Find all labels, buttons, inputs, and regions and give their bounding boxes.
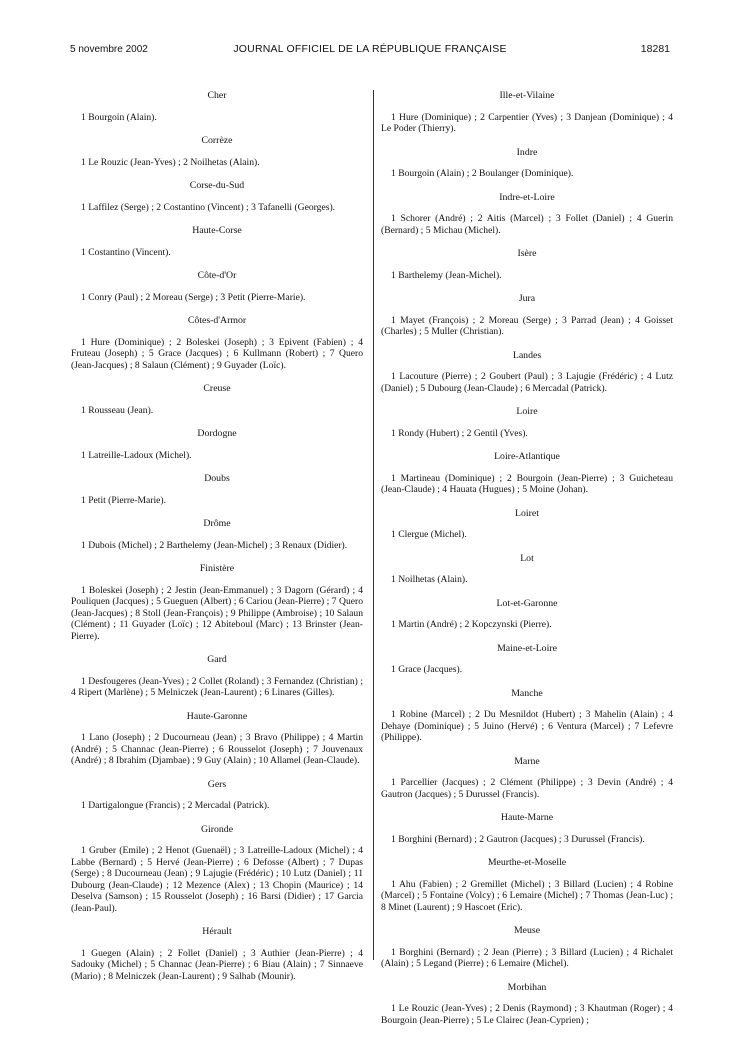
ranked-names-list: 1 Schorer (André) ; 2 Aitis (Marcel) ; 3 Follet (Daniel) ; 4 Guerin (Bernard) ; 5 Michau (Michel).	[381, 213, 673, 236]
department-heading: Hérault	[202, 926, 232, 937]
department-section	[71, 225, 363, 258]
department-heading: Jura	[518, 293, 536, 304]
department-heading: Gers	[207, 778, 227, 790]
ranked-names-list: 1 Guegen (Alain) ; 2 Follet (Daniel) ; 3 Authier (Jean-Pierre) ; 4 Sadouky (Michel) ; 5 Channac (Jean-Pierre) ; 6 Biau (Alain) ; 7 Sinnaeve (Mario) ; 8 Melniczek (Jean-Laurent) ; 9 Salhab (Mounir).	[71, 947, 363, 982]
right-column	[381, 90, 673, 1038]
department-heading: Haute-Marne	[500, 812, 554, 823]
department-section	[71, 135, 363, 168]
department-section	[71, 428, 363, 461]
department-heading: Dordogne	[197, 428, 237, 439]
ranked-names-list: 1 Le Rouzic (Jean-Yves) ; 2 Noilhetas (Alain).	[81, 156, 260, 168]
department-section	[71, 926, 363, 982]
department-section	[71, 315, 363, 371]
department-heading: Indre	[516, 146, 538, 158]
department-heading: Doubs	[204, 473, 230, 484]
department-section	[71, 180, 363, 213]
department-section	[71, 518, 363, 551]
department-section	[381, 982, 673, 1027]
department-heading: Indre-et-Loire	[499, 191, 555, 203]
department-section	[71, 383, 363, 416]
department-section	[71, 779, 363, 812]
ranked-names-list: 1 Rousseau (Jean).	[81, 404, 154, 416]
ranked-names-list: 1 Clergue (Michel).	[391, 529, 467, 540]
ranked-names-list: 1 Borghini (Bernard) ; 2 Gautron (Jacques) ; 3 Durussel (Francis).	[391, 833, 645, 845]
column-divider	[373, 90, 374, 960]
journal-title: JOURNAL OFFICIEL DE LA RÉPUBLIQUE FRANÇAISE	[233, 43, 507, 55]
department-heading: Loiret	[515, 507, 539, 519]
department-section	[71, 563, 363, 642]
ranked-names-list: 1 Martin (André) ; 2 Kopczynski (Pierre).	[391, 619, 552, 630]
ranked-names-list: 1 Dartigalongue (Francis) ; 2 Mercadal (Patrick).	[81, 800, 270, 811]
ranked-names-list: 1 Dubois (Michel) ; 2 Barthelemy (Jean-Michel) ; 3 Renaux (Didier).	[81, 539, 348, 551]
ranked-names-list: 1 Petit (Pierre-Marie).	[81, 494, 166, 506]
department-heading: Ille-et-Vilaine	[499, 90, 555, 101]
ranked-names-list: 1 Rondy (Hubert) ; 2 Gentil (Yves).	[391, 427, 528, 439]
ranked-names-list: 1 Hure (Dominique) ; 2 Carpentier (Yves) ; 3 Danjean (Dominique) ; 4 Le Poder (Thierry).	[381, 111, 673, 134]
page-header	[70, 40, 670, 58]
department-heading: Creuse	[203, 383, 231, 394]
department-section	[381, 688, 673, 744]
department-heading: Côte-d'Or	[197, 270, 237, 281]
ranked-names-list: 1 Grace (Jacques).	[391, 664, 463, 675]
department-heading: Lot	[520, 552, 534, 564]
department-heading: Meuse	[513, 925, 541, 936]
department-section	[381, 756, 673, 801]
department-heading: Loire	[516, 406, 538, 417]
ranked-names-list: 1 Ahu (Fabien) ; 2 Gremillet (Michel) ; 3 Billard (Lucien) ; 4 Robine (Marcel) ; 5 Fontaine (Volcy) ; 6 Lemaire (Michel) ; 7 Thomas (Jean-Luc) ; 8 Minet (Laurent) ; 9 Hascoet (Eric).	[381, 878, 673, 913]
ranked-names-list: 1 Laffilez (Serge) ; 2 Costantino (Vincent) ; 3 Tafanelli (Georges).	[81, 201, 336, 213]
ranked-names-list: 1 Bourgoin (Alain) ; 2 Boulanger (Dominique).	[391, 168, 574, 179]
department-heading: Corrèze	[201, 135, 233, 146]
department-heading: Loire-Atlantique	[494, 451, 560, 462]
department-section	[381, 643, 673, 676]
department-heading: Morbihan	[507, 981, 547, 993]
department-section	[381, 451, 673, 496]
department-section	[381, 508, 673, 541]
ranked-names-list: 1 Boleskei (Joseph) ; 2 Jestin (Jean-Emmanuel) ; 3 Dagorn (Gérard) ; 4 Pouliquen (Jacques) ; 5 Gueguen (Albert) ; 6 Cariou (Jean-Pierre) ; 7 Quero (Jean-Jacques) ; 8 Stoll (Jean-François) ; 9 Philippe (Ambroise) ; 10 Salaun (Clément) ; 11 Guyader (Loïc) ; 12 Abiteboul (Marc) ; 13 Brinster (Jean-Pierre).	[71, 584, 363, 642]
department-heading: Maine-et-Loire	[497, 642, 557, 654]
ranked-names-list: 1 Bourgoin (Alain).	[81, 111, 157, 123]
department-section	[381, 192, 673, 237]
department-section	[71, 654, 363, 699]
department-heading: Finistère	[199, 563, 235, 574]
ranked-names-list: 1 Desfougeres (Jean-Yves) ; 2 Collet (Roland) ; 3 Fernandez (Christian) ; 4 Ripert (Marlène) ; 5 Melniczek (Jean-Laurent) ; 6 Linares (Gilles).	[71, 675, 363, 698]
department-section	[381, 406, 673, 439]
department-heading: Haute-Corse	[192, 225, 242, 236]
department-section	[381, 598, 673, 631]
department-heading: Côtes-d'Armor	[187, 315, 247, 326]
ranked-names-list: 1 Gruber (Emile) ; 2 Henot (Guenaël) ; 3 Latreille-Ladoux (Michel) ; 4 Labbe (Bernard) ; 5 Hervé (Jean-Pierre) ; 6 Defosse (Albert) ; 7 Dupas (Serge) ; 8 Ducourneau (Jean) ; 9 Lajugie (Frédéric) ; 10 Lutz (Daniel) ; 11 Dubourg (Jean-Claude) ; 12 Mezence (Alex) ; 13 Chopin (Maurice) ; 14 Deselva (Samson) ; 15 Rousselot (Joseph) ; 16 Barsi (Didier) ; 17 Garcia (Jean-Paul).	[71, 845, 363, 914]
department-heading: Lot-et-Garonne	[496, 597, 558, 609]
ranked-names-list: 1 Hure (Dominique) ; 2 Boleskei (Joseph) ; 3 Epivent (Fabien) ; 4 Fruteau (Joseph) ; 5 Grace (Jacques) ; 6 Kullmann (Robert) ; 7 Quero (Jean-Jacques) ; 8 Salaun (Clément) ; 9 Guyader (Loïc).	[71, 336, 363, 371]
ranked-names-list: 1 Martineau (Dominique) ; 2 Bourgoin (Jean-Pierre) ; 3 Guicheteau (Jean-Claude) ; 4 Hauata (Hugues) ; 5 Moine (Johan).	[381, 472, 673, 495]
department-section	[381, 147, 673, 180]
department-heading: Corse-du-Sud	[189, 180, 245, 191]
department-section	[381, 812, 673, 845]
ranked-names-list: 1 Borghini (Bernard) ; 2 Jean (Pierre) ; 3 Billard (Lucien) ; 4 Richalet (Alain) ; 5 Legand (Pierre) ; 6 Lemaire (Michel).	[381, 946, 673, 969]
department-section	[71, 711, 363, 767]
department-heading: Marne	[514, 755, 540, 767]
department-section	[71, 473, 363, 506]
department-heading: Haute-Garonne	[186, 710, 248, 722]
department-section	[71, 824, 363, 915]
ranked-names-list: 1 Lacouture (Pierre) ; 2 Goubert (Paul) ; 3 Lajugie (Frédéric) ; 4 Lutz (Daniel) ; 5 Dubourg (Jean-Claude) ; 6 Mercadal (Patrick).	[381, 371, 673, 394]
ranked-names-list: 1 Lano (Joseph) ; 2 Ducourneau (Jean) ; 3 Bravo (Philippe) ; 4 Martin (André) ; 5 Channac (Jean-Pierre) ; 6 Rousselot (Joseph) ; 7 Jouvenaux (André) ; 8 Ibrahim (Djambae) ; 9 Guy (Alain) ; 10 Allamel (Jean-Claude).	[71, 732, 363, 766]
ranked-names-list: 1 Barthelemy (Jean-Michel).	[391, 269, 502, 281]
publication-date: 5 novembre 2002	[70, 44, 148, 55]
department-section	[71, 270, 363, 303]
department-heading: Cher	[207, 90, 227, 101]
department-heading: Manche	[511, 687, 543, 699]
department-section	[381, 248, 673, 281]
department-section	[381, 90, 673, 135]
ranked-names-list: 1 Noilhetas (Alain).	[391, 574, 468, 585]
ranked-names-list: 1 Conry (Paul) ; 2 Moreau (Serge) ; 3 Petit (Pierre-Marie).	[81, 291, 306, 303]
department-heading: Landes	[512, 349, 542, 361]
ranked-names-list: 1 Latreille-Ladoux (Michel).	[81, 449, 192, 461]
page-number: 18281	[640, 43, 670, 55]
left-column	[71, 90, 363, 994]
department-section	[381, 350, 673, 395]
ranked-names-list: 1 Parcellier (Jacques) ; 2 Clément (Philippe) ; 3 Devin (André) ; 4 Gautron (Jacques) ; 5 Durussel (Francis).	[381, 777, 673, 800]
department-heading: Isère	[517, 248, 537, 259]
department-section	[381, 857, 673, 913]
ranked-names-list: 1 Robine (Marcel) ; 2 Du Mesnildot (Hubert) ; 3 Mahelin (Alain) ; 4 Dehaye (Dominique) ; 5 Juino (Hervé) ; 6 Ventura (Marcel) ; 7 Lefevre (Philippe).	[381, 709, 673, 743]
ranked-names-list: 1 Mayet (François) ; 2 Moreau (Serge) ; 3 Parrad (Jean) ; 4 Goisset (Charles) ; 5 Muller (Christian).	[381, 314, 673, 337]
department-heading: Meurthe-et-Moselle	[487, 857, 567, 868]
department-heading: Gironde	[200, 823, 234, 835]
department-section	[71, 90, 363, 123]
department-heading: Gard	[207, 654, 227, 665]
department-section	[381, 293, 673, 338]
department-heading: Drôme	[203, 518, 231, 529]
ranked-names-list: 1 Costantino (Vincent).	[81, 246, 171, 258]
department-section	[381, 925, 673, 970]
department-section	[381, 553, 673, 586]
ranked-names-list: 1 Le Rouzic (Jean-Yves) ; 2 Denis (Raymond) ; 3 Khautman (Roger) ; 4 Bourgoin (Jean-Pierre) ; 5 Le Clairec (Jean-Cyprien) ;	[381, 1003, 673, 1026]
